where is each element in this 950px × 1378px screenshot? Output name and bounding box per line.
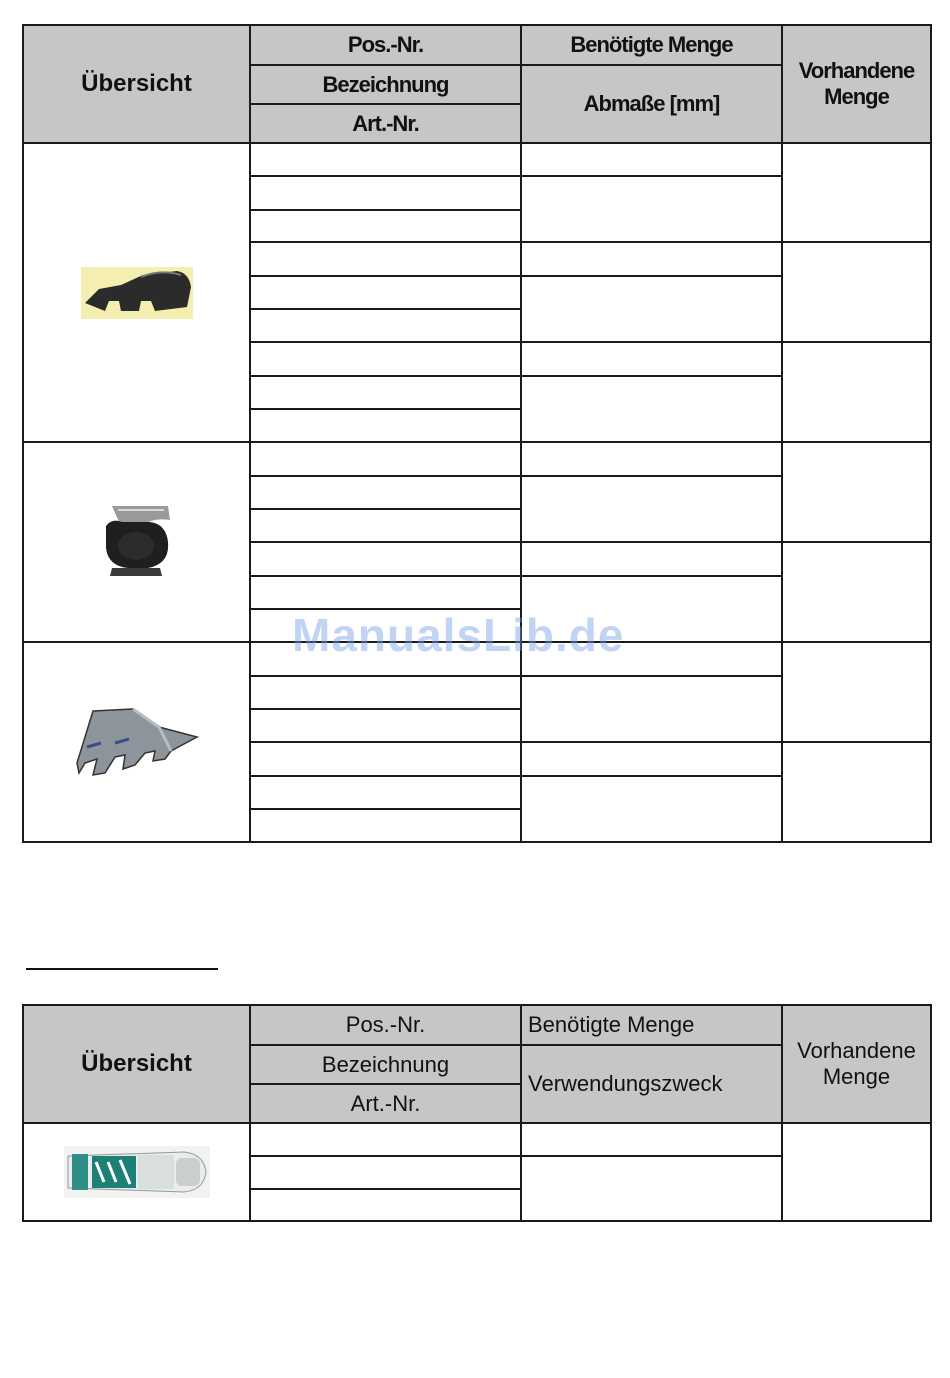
header-required-qty: Benötigte Menge bbox=[521, 1005, 782, 1045]
designation-cell[interactable] bbox=[250, 1156, 521, 1189]
sealant-tube-icon bbox=[64, 1146, 210, 1198]
header-pos-nr: Pos.-Nr. bbox=[250, 25, 521, 65]
dimensions-cell[interactable] bbox=[521, 376, 782, 442]
header-purpose: Verwendungszweck bbox=[521, 1045, 782, 1123]
available-qty-cell[interactable] bbox=[782, 242, 931, 342]
art-nr-cell[interactable] bbox=[250, 509, 521, 542]
seal-profile-lip-icon bbox=[75, 707, 199, 777]
header-required-qty: Benötigte Menge bbox=[521, 25, 782, 65]
dimensions-cell[interactable] bbox=[521, 476, 782, 542]
header-dimensions: Abmaße [mm] bbox=[521, 65, 782, 143]
header-art-nr: Art.-Nr. bbox=[250, 104, 521, 143]
designation-cell[interactable] bbox=[250, 376, 521, 409]
required-qty-cell[interactable] bbox=[521, 242, 782, 276]
pos-nr-cell[interactable] bbox=[250, 742, 521, 776]
header-overview: Übersicht bbox=[23, 1005, 250, 1123]
available-qty-cell[interactable] bbox=[782, 642, 931, 742]
available-qty-cell[interactable] bbox=[782, 342, 931, 442]
watermark: ManualsLib.de bbox=[292, 609, 625, 661]
parts-table-sealant bbox=[22, 1004, 932, 1222]
art-nr-cell[interactable] bbox=[250, 309, 521, 342]
dimensions-cell[interactable] bbox=[521, 276, 782, 342]
designation-cell[interactable] bbox=[250, 776, 521, 809]
header-art-nr: Art.-Nr. bbox=[250, 1084, 521, 1123]
required-qty-cell[interactable] bbox=[521, 143, 782, 176]
seal-profile-wedge-icon bbox=[81, 267, 193, 319]
pos-nr-cell[interactable] bbox=[250, 1123, 521, 1156]
header-overview: Übersicht bbox=[23, 25, 250, 143]
available-qty-cell[interactable] bbox=[782, 442, 931, 542]
pos-nr-cell[interactable] bbox=[250, 342, 521, 376]
image-cell-sealant-tube bbox=[23, 1123, 250, 1221]
parts-table-profiles bbox=[22, 24, 932, 843]
designation-cell[interactable] bbox=[250, 576, 521, 609]
section-heading-underline bbox=[26, 968, 218, 970]
required-qty-cell[interactable] bbox=[521, 342, 782, 376]
available-qty-cell[interactable] bbox=[782, 143, 931, 242]
pos-nr-cell[interactable] bbox=[250, 442, 521, 476]
available-qty-cell[interactable] bbox=[782, 742, 931, 842]
art-nr-cell[interactable] bbox=[250, 809, 521, 842]
header-designation: Bezeichnung bbox=[250, 1045, 521, 1084]
required-qty-cell[interactable] bbox=[521, 742, 782, 776]
art-nr-cell[interactable] bbox=[250, 210, 521, 242]
required-qty-cell[interactable] bbox=[521, 1123, 782, 1156]
pos-nr-cell[interactable] bbox=[250, 542, 521, 576]
designation-cell[interactable] bbox=[250, 476, 521, 509]
header-available-qty: Vorhandene Menge bbox=[782, 25, 931, 143]
required-qty-cell[interactable] bbox=[521, 442, 782, 476]
pos-nr-cell[interactable] bbox=[250, 242, 521, 276]
header-designation: Bezeichnung bbox=[250, 65, 521, 104]
art-nr-cell[interactable] bbox=[250, 1189, 521, 1221]
dimensions-cell[interactable] bbox=[521, 176, 782, 242]
available-qty-cell[interactable] bbox=[782, 1123, 931, 1221]
designation-cell[interactable] bbox=[250, 276, 521, 309]
dimensions-cell[interactable] bbox=[521, 776, 782, 842]
designation-cell[interactable] bbox=[250, 676, 521, 709]
header-available-qty: Vorhandene Menge bbox=[782, 1005, 931, 1123]
designation-cell[interactable] bbox=[250, 176, 521, 210]
image-cell-bulb-profile bbox=[23, 442, 250, 642]
image-cell-wedge-profile bbox=[23, 143, 250, 442]
art-nr-cell[interactable] bbox=[250, 409, 521, 442]
pos-nr-cell[interactable] bbox=[250, 143, 521, 176]
available-qty-cell[interactable] bbox=[782, 542, 931, 642]
art-nr-cell[interactable] bbox=[250, 709, 521, 742]
dimensions-cell[interactable] bbox=[521, 676, 782, 742]
required-qty-cell[interactable] bbox=[521, 542, 782, 576]
seal-profile-bulb-icon bbox=[98, 504, 176, 580]
image-cell-lip-profile bbox=[23, 642, 250, 842]
purpose-cell[interactable] bbox=[521, 1156, 782, 1221]
header-pos-nr: Pos.-Nr. bbox=[250, 1005, 521, 1045]
